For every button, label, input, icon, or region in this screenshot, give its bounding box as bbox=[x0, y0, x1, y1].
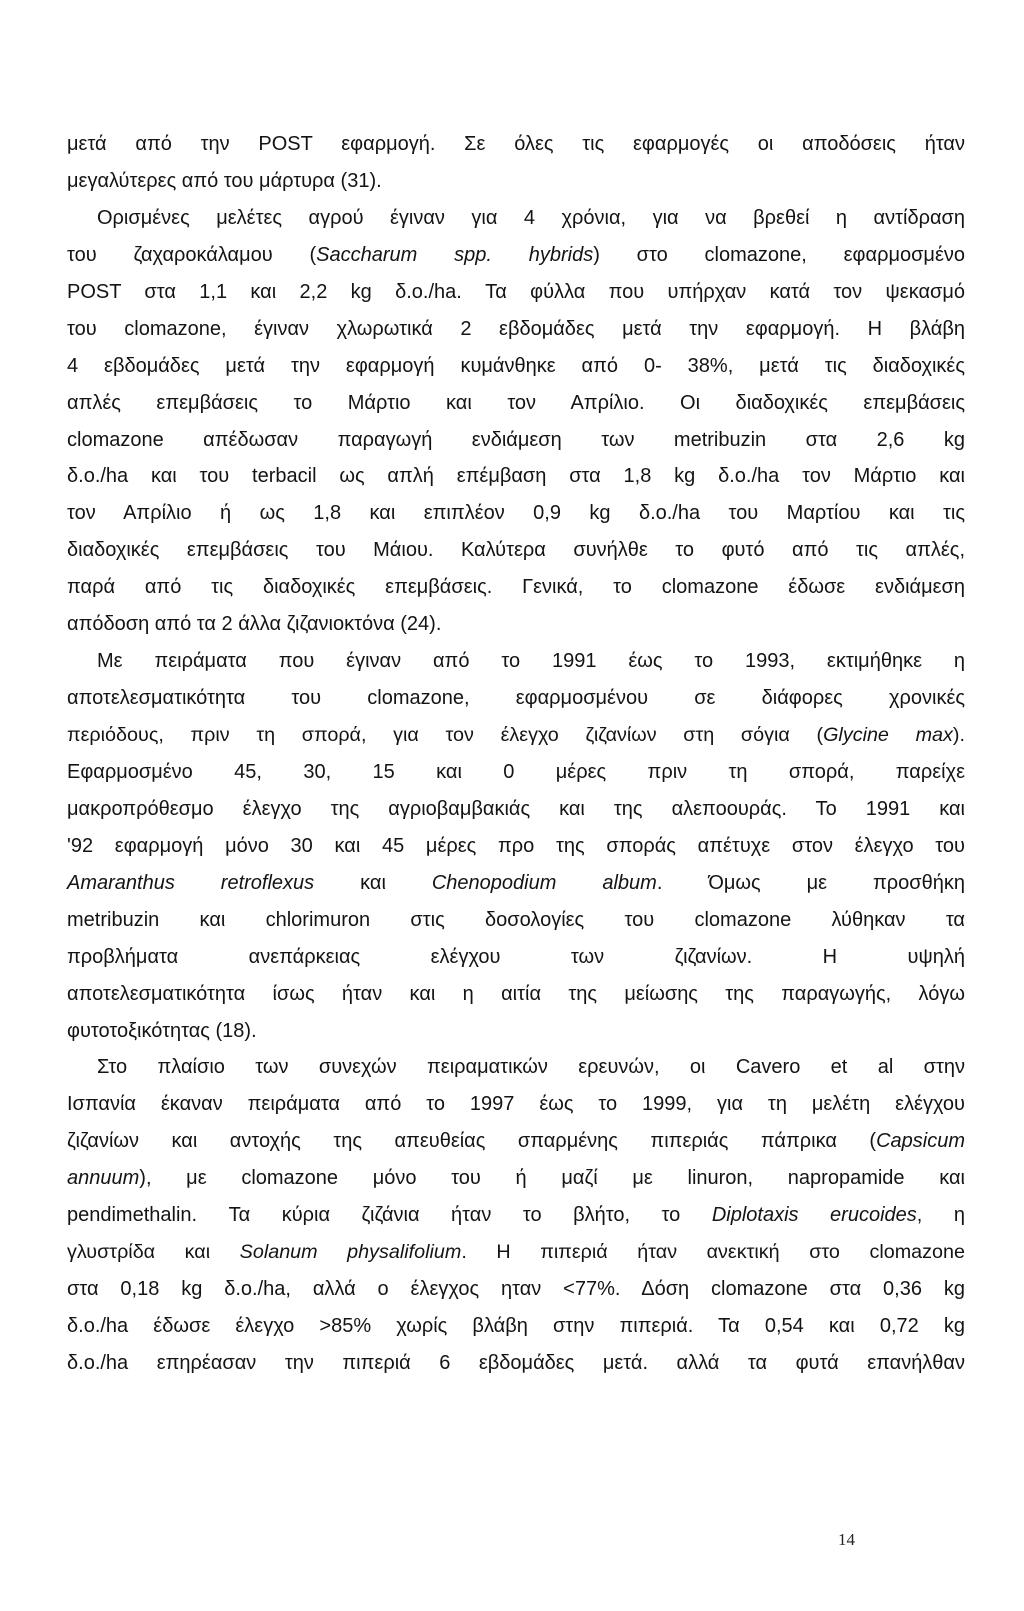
text-line: απόδοση από τα 2 άλλα ζιζανιοκτόνα (24). bbox=[67, 613, 442, 636]
text-line: annuum), με clomazone μόνο του ή μαζί με linuron, napropamide και bbox=[67, 1167, 965, 1190]
document-page bbox=[67, 126, 965, 1382]
text-line: μεγαλύτερες από του μάρτυρα (31). bbox=[67, 169, 382, 192]
text-line: Amaranthus retroflexus και Chenopodium album. Όμως με προσθήκη bbox=[67, 871, 965, 894]
text-line: στα 0,18 kg δ.ο./ha, αλλά ο έλεγχος ηταν <77%. Δόση clomazone στα 0,36 kg bbox=[67, 1278, 965, 1301]
paragraph-1 bbox=[67, 126, 965, 200]
text-line: Με πειράματα που έγιναν από το 1991 έως το 1993, εκτιμήθηκε η bbox=[97, 650, 965, 673]
text-line: μετά από την POST εφαρμογή. Σε όλες τις εφαρμογές οι αποδόσεις ήταν bbox=[67, 133, 965, 155]
text-line: '92 εφαρμογή μόνο 30 και 45 μέρες προ της σποράς απέτυχε στον έλεγχο του bbox=[67, 834, 965, 857]
text-line: δ.ο./ha έδωσε έλεγχο >85% χωρίς βλάβη στην πιπεριά. Τα 0,54 και 0,72 kg bbox=[67, 1315, 965, 1337]
text-line: 4 εβδομάδες μετά την εφαρμογή κυμάνθηκε από 0- 38%, μετά τις διαδοχικές bbox=[67, 354, 965, 377]
text-line: φυτοτοξικότητας (18). bbox=[67, 1019, 257, 1042]
text-line: γλυστρίδα και Solanum physalifolium. Η πιπεριά ήταν ανεκτική στο clomazone bbox=[67, 1241, 965, 1264]
text-line: παρά από τις διαδοχικές επεμβάσεις. Γενικά, το clomazone έδωσε ενδιάμεση bbox=[67, 576, 965, 599]
body-text bbox=[67, 126, 965, 1382]
text-line: metribuzin και chlorimuron στις δοσολογίες του clomazone λύθηκαν τα bbox=[67, 908, 965, 931]
text-line: αποτελεσματικότητα του clomazone, εφαρμοσμένου σε διάφορες χρονικές bbox=[67, 687, 965, 710]
paragraph-2 bbox=[67, 200, 965, 643]
text-line: περιόδους, πριν τη σπορά, για τον έλεγχο ζιζανίων στη σόγια (Glycine max). bbox=[67, 724, 965, 746]
paragraph-4 bbox=[67, 1049, 965, 1381]
text-line: αποτελεσματικότητα ίσως ήταν και η αιτία της μείωσης της παραγωγής, λόγω bbox=[67, 982, 965, 1005]
text-line: δ.ο./ha επηρέασαν την πιπεριά 6 εβδομάδες μετά. αλλά τα φυτά επανήλθαν bbox=[67, 1351, 965, 1374]
text-line: του clomazone, έγιναν χλωρωτικά 2 εβδομάδες μετά την εφαρμογή. Η βλάβη bbox=[67, 317, 965, 340]
text-line: διαδοχικές επεμβάσεις του Μάιου. Καλύτερα συνήλθε το φυτό από τις απλές, bbox=[67, 539, 965, 562]
text-line: Ορισμένες μελέτες αγρού έγιναν για 4 χρόνια, για να βρεθεί η αντίδραση bbox=[97, 206, 965, 229]
text-line: Στο πλαίσιο των συνεχών πειραματικών ερευνών, οι Cavero et al στην bbox=[97, 1056, 965, 1079]
text-line: μακροπρόθεσμο έλεγχο της αγριοβαμβακιάς και της αλεποουράς. Το 1991 και bbox=[67, 797, 965, 820]
text-line: απλές επεμβάσεις το Μάρτιο και τον Απρίλιο. Οι διαδοχικές επεμβάσεις bbox=[67, 391, 965, 414]
text-line: τον Απρίλιο ή ως 1,8 και επιπλέον 0,9 kg δ.ο./ha του Μαρτίου και τις bbox=[67, 502, 965, 525]
text-line: προβλήματα ανεπάρκειας ελέγχου των ζιζανίων. Η υψηλή bbox=[67, 945, 965, 968]
paragraph-3 bbox=[67, 643, 965, 1049]
page-number: 14 bbox=[838, 1530, 855, 1549]
text-line: Ισπανία έκαναν πειράματα από το 1997 έως το 1999, για τη μελέτη ελέγχου bbox=[67, 1093, 965, 1116]
text-line: δ.ο./ha και του terbacil ως απλή επέμβαση στα 1,8 kg δ.ο./ha τον Μάρτιο και bbox=[67, 465, 965, 488]
text-line: ζιζανίων και αντοχής της απευθείας σπαρμένης πιπεριάς πάπρικα (Capsicum bbox=[67, 1130, 965, 1153]
text-line: clomazone απέδωσαν παραγωγή ενδιάμεση των metribuzin στα 2,6 kg bbox=[67, 428, 965, 451]
text-line: Εφαρμοσμένο 45, 30, 15 και 0 μέρες πριν τη σπορά, παρείχε bbox=[67, 760, 965, 783]
text-line: του ζαχαροκάλαμου (Saccharum spp. hybrids) στο clomazone, εφαρμοσμένο bbox=[67, 243, 965, 266]
text-line: POST στα 1,1 και 2,2 kg δ.ο./ha. Τα φύλλα που υπήρχαν κατά τον ψεκασμό bbox=[67, 280, 965, 303]
text-line: pendimethalin. Τα κύρια ζιζάνια ήταν το βλήτο, το Diplotaxis erucoides, η bbox=[67, 1204, 965, 1227]
